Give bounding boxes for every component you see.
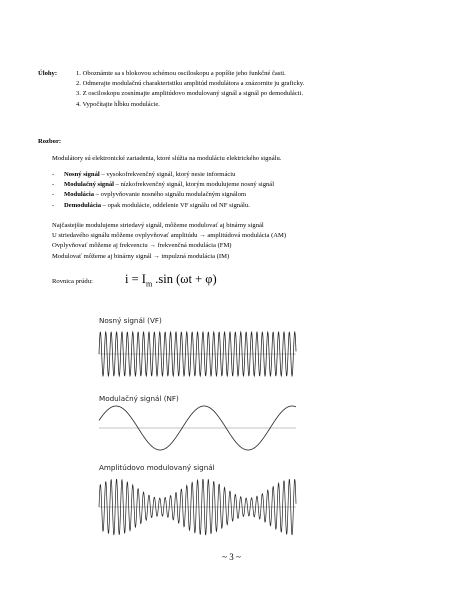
definition-desc: – nízkofrekvenčný signál, ktorým modulujeme nosný signál: [114, 181, 275, 189]
definition-dash: -: [52, 191, 55, 199]
definition-term: Modulácia: [64, 191, 95, 199]
rozbor-heading: Rozbor:: [38, 138, 62, 145]
paragraph-line: U striedavého signálu môžeme ovplyvňovať amplitúdu → amplitúdová modulácia (AM): [52, 232, 287, 240]
task-item: 1. Oboznámte sa s blokovou schémou osciloskopu a popíšte jeho funkčné časti.: [76, 70, 286, 77]
paragraph-line: Modulovať môžeme aj binárny signál → impulzná modulácia (IM): [52, 252, 230, 260]
carrier-title: Nosný signál (VF): [99, 316, 162, 325]
rozbor-intro: Modulátory sú elektronické zariadenia, ktoré slúžia na moduláciu elektrického signálu.: [52, 155, 282, 162]
definition-term: Modulačný signál: [64, 181, 115, 189]
task-item: 2. Odmerajte modulačnú charakteristiku amplitúd modulátora a znázornite ju graficky.: [76, 80, 305, 88]
equation-rhs: .sin (ωt + φ): [152, 272, 217, 286]
definition-desc: – ovplyvňovanie nosného signálu modulačným signálom: [94, 191, 247, 199]
definition-dash: -: [52, 201, 55, 209]
equation-lhs: i = I: [125, 272, 146, 286]
page-number: ~ 3 ~: [222, 552, 241, 562]
definition-desc: – opak modulácie, oddelenie VF signálu od NF signálu.: [101, 201, 250, 209]
definition-dash: -: [52, 181, 55, 189]
definition-desc: – vysokofrekvenčný signál, ktorý nesie informáciu: [99, 171, 236, 178]
task-item: 3. Z osciloskopu zosnímajte amplitúdovo modulovaný signál a signál po demodulácii.: [76, 90, 304, 98]
task-item: 4. Vypočítajte hĺbku modulácie.: [76, 100, 160, 108]
am-title: Amplitúdovo modulovaný signál: [99, 463, 215, 472]
paragraph-line: Ovplyvňovať môžeme aj frekvenciu → frekvenčná modulácia (FM): [52, 242, 232, 250]
definition-term: Nosný signál: [64, 171, 100, 178]
definition-term: Demodulácia: [64, 201, 101, 209]
equation-label: Rovnica prúdu:: [52, 278, 93, 285]
definition-dash: -: [52, 171, 55, 178]
equation-subscript: m: [145, 279, 153, 289]
modulating-title: Modulačný signál (NF): [99, 394, 179, 403]
paragraph-line: Najčastejšie modulujeme striedavý signál, môžeme modulovať aj binárny signál: [52, 222, 264, 229]
ulohy-heading: Úlohy:: [38, 70, 58, 77]
